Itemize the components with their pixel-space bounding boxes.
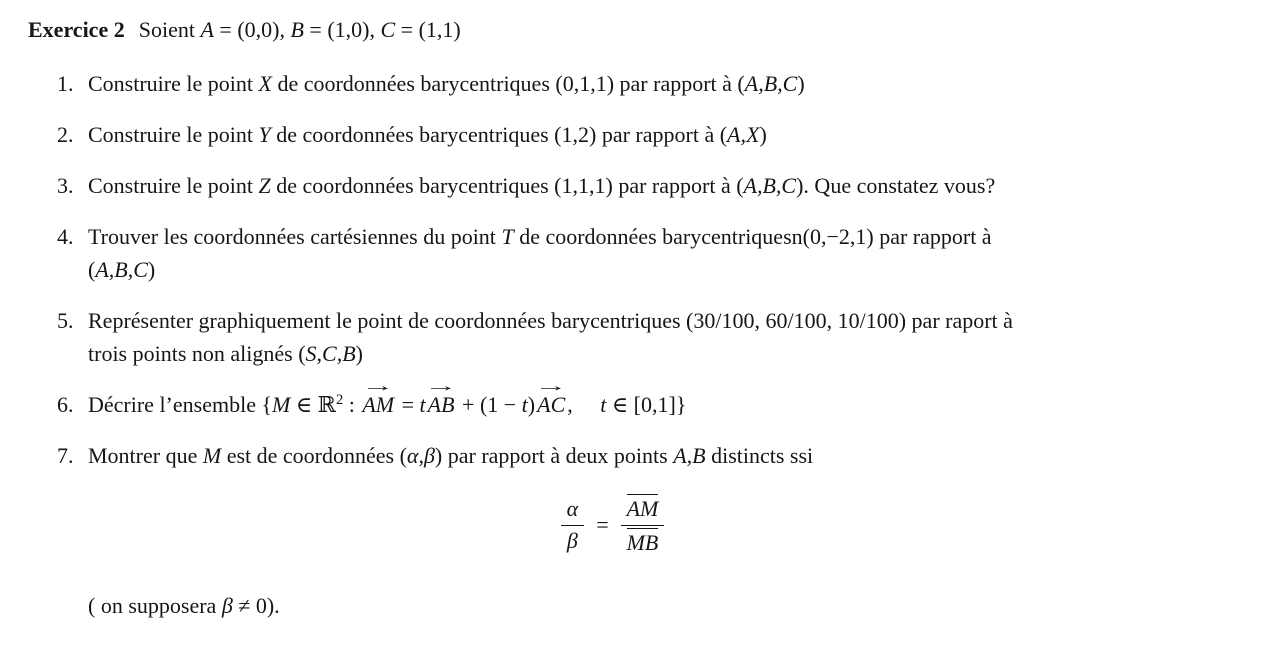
exercise-title: Exercice 2 (28, 17, 125, 42)
math-symbol: Z (258, 173, 271, 198)
text-segment: de coordonnées barycentriquesn(0,−2,1) par rapport à (513, 224, 992, 249)
equals-sign: = (596, 512, 609, 538)
math-symbol: A,B,C (95, 257, 148, 282)
text-segment (361, 377, 395, 421)
math-symbol: A,B,C (744, 71, 798, 96)
text-segment: Construire le point (88, 122, 259, 147)
math-symbol: S,C,B (305, 341, 356, 366)
item-text (88, 67, 1237, 100)
text-segment: Décrire l’ensemble { (88, 392, 273, 417)
text-segment: = (0,0), (213, 17, 291, 42)
math-symbol: M (272, 392, 291, 417)
fraction-am-mb (621, 494, 665, 557)
item-number: 5. (57, 308, 74, 333)
text-segment: Construire le point (88, 173, 259, 198)
text-segment: Soient (138, 17, 201, 42)
footnote (88, 589, 1237, 622)
text-segment: ) (759, 122, 767, 147)
math-symbol: T (501, 224, 514, 249)
math-symbol: t (521, 392, 528, 417)
text-segment: ≠ 0). (232, 592, 280, 618)
text-segment: ∈ ℝ (290, 392, 336, 417)
math-symbol: A,B (673, 443, 706, 468)
item-text (88, 439, 1237, 472)
item-number: 3. (57, 173, 74, 198)
text-segment: ( (88, 257, 96, 282)
exercise-header-text (139, 17, 461, 42)
text-segment: de coordonnées barycentriques (1,1,1) par rapport à ( (270, 173, 744, 198)
fraction-denominator: β (566, 528, 578, 554)
item-number: 4. (57, 224, 74, 249)
exercise-header (28, 13, 1237, 46)
text-segment: ∈ [0,1]} (606, 392, 687, 417)
overline-mb: MB (626, 530, 659, 556)
fraction-alpha-beta (561, 496, 585, 555)
vector-label: AC (537, 392, 566, 417)
math-symbol: A,B,C (743, 173, 797, 198)
item-text (88, 377, 1237, 421)
math-symbol: B (290, 17, 304, 42)
math-symbol: β (221, 592, 233, 618)
list-item-7 (28, 439, 1237, 472)
list-item-3 (28, 169, 1237, 202)
item-text (88, 118, 1237, 151)
item-text (88, 169, 1237, 202)
item-number: 7. (57, 443, 74, 468)
list-item-2 (28, 118, 1237, 151)
text-segment: = (396, 392, 420, 417)
text-segment: ) (147, 257, 156, 282)
text-segment: Construire le point (88, 71, 259, 96)
text-segment: ( on supposera (88, 592, 222, 618)
item-text (88, 220, 1237, 286)
math-symbol: t (600, 392, 607, 417)
text-segment: distincts ssi (705, 443, 814, 468)
text-segment (534, 377, 568, 421)
list-item-1 (28, 67, 1237, 100)
text-segment: 2 (335, 392, 344, 409)
vector-label: AB (427, 392, 455, 417)
text-segment: de coordonnées barycentriques (0,1,1) par rapport à ( (271, 71, 745, 96)
fraction-denominator (621, 526, 665, 556)
item-text (88, 304, 1237, 370)
item-number: 2. (57, 122, 74, 147)
text-segment: : (343, 392, 361, 417)
overline-am: AM (626, 496, 659, 521)
fraction-numerator (621, 494, 665, 526)
text-segment: ) par rapport à deux points (434, 443, 674, 468)
text-segment: = (1,1) (395, 17, 461, 42)
math-symbol: t (419, 392, 426, 417)
display-equation (28, 494, 1197, 557)
text-segment: ). Que constatez vous? (796, 173, 996, 198)
math-symbol: C (380, 17, 396, 42)
fraction-numerator: α (561, 496, 585, 526)
item-number: 6. (57, 392, 74, 417)
vector-arrow-icon: → (424, 377, 458, 395)
list-item-5 (28, 304, 1237, 370)
math-symbol: α,β (406, 443, 435, 468)
math-symbol: A (200, 17, 214, 42)
math-symbol: X (258, 71, 272, 96)
text-segment: Trouver les coordonnées cartésiennes du point (88, 224, 502, 249)
text-segment: de coordonnées barycentriques (1,2) par rapport à ( (270, 122, 728, 147)
text-segment: = (1,0), (303, 17, 381, 42)
list-item-4 (28, 220, 1237, 286)
math-symbol: Y (258, 122, 271, 147)
text-segment: Montrer que (88, 443, 203, 468)
text-segment: est de coordonnées ( (221, 443, 407, 468)
text-segment: Représenter graphiquement le point de coordonnées barycentriques (30/100, 60/100, 10/100) par raport à (88, 308, 1013, 333)
exercise-list (28, 67, 1237, 472)
text-segment: ) (797, 71, 805, 96)
vector-arrow-icon: → (534, 377, 568, 395)
math-symbol: M (202, 443, 222, 468)
text-segment: ) (355, 341, 363, 366)
vector-arrow-icon: → (361, 377, 395, 395)
text-segment: + (1 − (456, 392, 522, 417)
text-segment: , (567, 392, 601, 417)
math-symbol: A,X (727, 122, 760, 147)
text-segment (424, 377, 458, 421)
text-segment: trois points non alignés ( (88, 341, 306, 366)
text-segment: ) (527, 392, 536, 417)
list-item-6 (28, 377, 1237, 421)
item-number: 1. (57, 71, 74, 96)
vector-label: AM (362, 392, 395, 417)
